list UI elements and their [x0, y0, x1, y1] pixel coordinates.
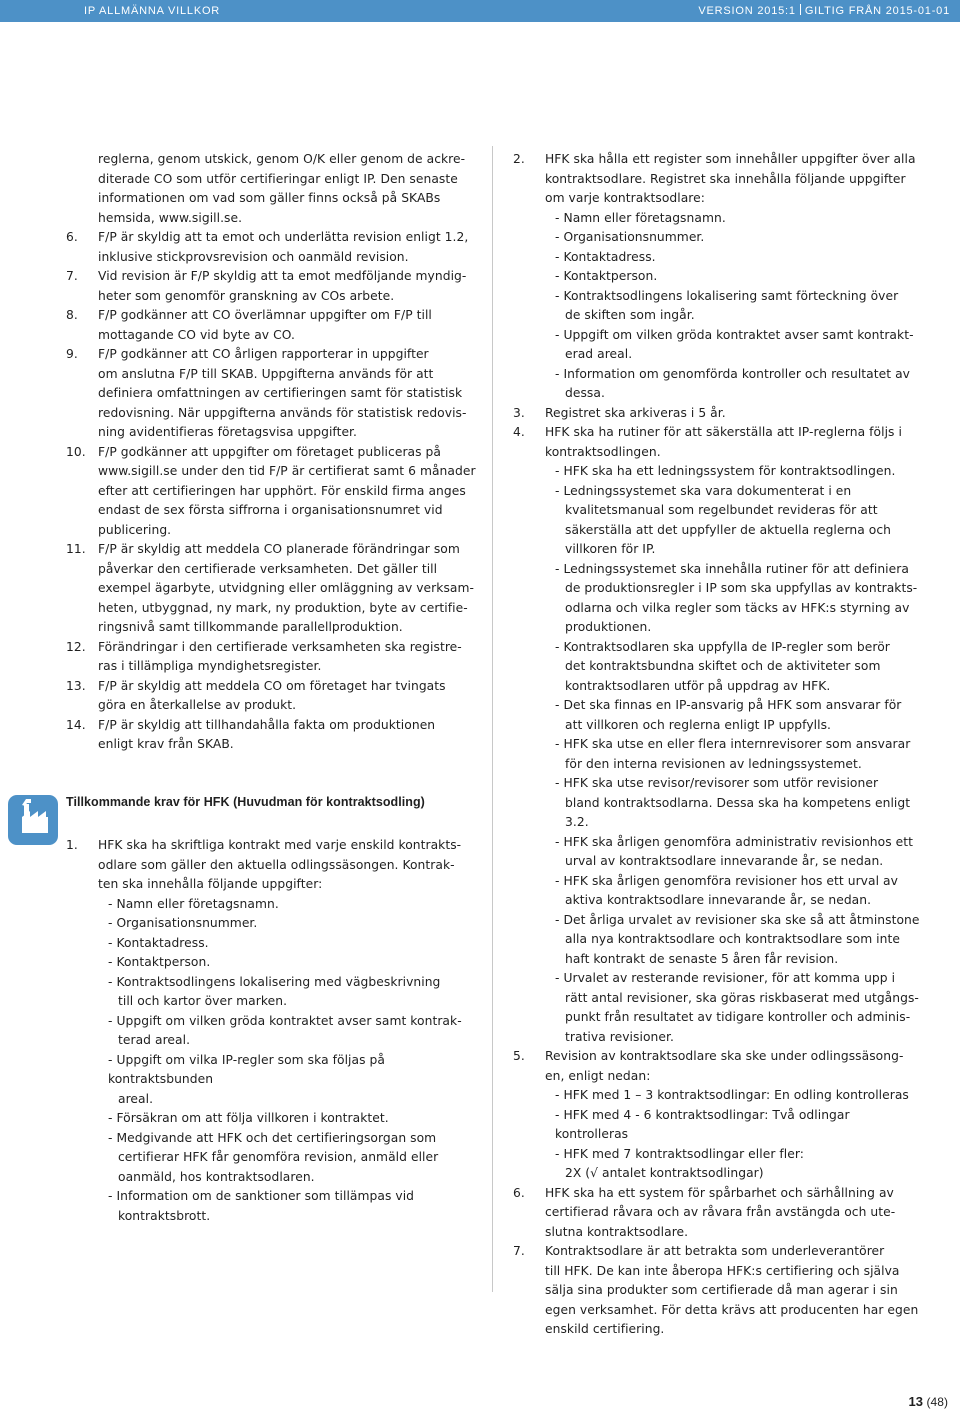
text-line: - Uppgift om vilken gröda kontraktet avser samt kontrakt- [555, 327, 914, 342]
item-body [98, 716, 480, 755]
list-item [513, 1047, 923, 1184]
text-line: Kontraktsodlare är att betrakta som underleverantörer [545, 1244, 885, 1258]
text-line: HFK ska ha skriftliga kontrakt med varje enskild kontrakts- [98, 838, 462, 852]
item-number: 13. [66, 678, 86, 693]
text-line: mottagande CO vid byte av CO. [98, 327, 295, 342]
text-line: kvalitetsmanual som regelbundet revideras för att [565, 503, 878, 517]
text-line: - Kontaktadress. [108, 935, 209, 950]
sub-item [555, 969, 923, 1047]
sub-item [555, 326, 923, 365]
text-line: Revision av kontraktsodlare ska ske under odlingssäsong- [545, 1049, 904, 1063]
text-line: - Det ska finnas en IP-ansvarig på HFK som ansvarar för [555, 698, 902, 712]
item-body [98, 228, 480, 267]
text-line: - HFK ska årligen genomföra revisioner hos ett urval av [555, 873, 898, 888]
item-number: 7. [66, 269, 78, 283]
text-line: aktiva kontraktsodlare innevarande år, se nedan. [565, 893, 872, 907]
text-line: efter att certifieringen har upphört. För enskild firma anges [98, 483, 466, 498]
item-body [545, 1242, 923, 1340]
sub-item [555, 911, 923, 970]
list-item [66, 677, 480, 716]
text-line: Registret ska arkiveras i 5 år. [545, 405, 726, 420]
item-number: 14. [66, 717, 86, 732]
item-number: 2. [513, 152, 525, 166]
item-body [98, 306, 480, 345]
text-line: - Kontraktsodlingens lokalisering samt förteckning över [555, 288, 899, 303]
text-line: enligt krav från SKAB. [98, 737, 234, 751]
text-line: de skiften som ingår. [565, 308, 695, 322]
text-line: F/P är skyldig att meddela CO planerade förändringar som [98, 542, 460, 556]
item-body [545, 423, 923, 1047]
text-line: - Uppgift om vilka IP-regler som ska följas på kontraktsbunden [108, 1052, 385, 1086]
item-number: 1. [66, 838, 78, 852]
right-column [513, 150, 923, 1340]
sub-item [108, 953, 480, 973]
text-line: till och kartor över marken. [118, 994, 288, 1008]
factory-icon [8, 795, 58, 845]
text-line: - Kontraktsodlingens lokalisering med vägbeskrivning [108, 974, 441, 989]
list-item [66, 716, 480, 755]
text-line: Förändringar i den certifierade verksamheten ska registre- [98, 639, 462, 654]
item-number: 8. [66, 308, 78, 322]
text-line: redovisning. När uppgifterna används för statistisk redovis- [98, 405, 467, 420]
text-line: informationen om vad som gäller finns också på SKABs [98, 191, 441, 205]
text-line: F/P är skyldig att tillhandahålla fakta om produktionen [98, 717, 436, 732]
text-line: - Uppgift om vilken gröda kontraktet avser samt kontrak- [108, 1013, 462, 1028]
sub-item [555, 1106, 923, 1145]
list-item [66, 345, 480, 443]
text-line: certifierad råvara och av råvara från avstängda och ute- [545, 1205, 896, 1219]
list-item [66, 306, 480, 345]
item-body [98, 540, 480, 638]
text-line: HFK ska hålla ett register som innehåller uppgifter över alla [545, 152, 916, 166]
text-line: Vid revision är F/P skyldig att ta emot medföljande myndig- [98, 269, 467, 283]
text-line: - Det årliga urvalet av revisioner ska ske så att åtminstone [555, 912, 920, 927]
sub-item [108, 973, 480, 1012]
sub-item [555, 774, 923, 833]
item-number: 12. [66, 639, 86, 654]
text-line: - Namn eller företagsnamn. [108, 896, 279, 911]
text-line: areal. [118, 1091, 154, 1106]
list-item [66, 443, 480, 541]
text-line: - HFK med 7 kontraktsodlingar eller fler: [555, 1146, 804, 1161]
text-line: - HFK ska ha ett ledningssystem för kontraktsodlingen. [555, 464, 896, 478]
text-line: HFK ska ha ett system för spårbarhet och särhållning av [545, 1185, 894, 1200]
item-body [98, 677, 480, 716]
factory-icon-graphic [8, 795, 58, 845]
text-line: endast de sex första siffrorna i organisationsnumret vid [98, 503, 443, 517]
text-line: F/P är skyldig att meddela CO om företaget har tvingats [98, 678, 446, 693]
text-line: urval av kontraktsodlare innevarande år, se nedan. [565, 854, 884, 868]
sub-item [555, 248, 923, 268]
text-line: publicering. [98, 522, 172, 537]
text-line: heten, utbyggnad, ny mark, ny produktion, byte av certifie- [98, 600, 468, 615]
item-number: 5. [513, 1049, 525, 1063]
text-line: - Information om de sanktioner som tillämpas vid [108, 1189, 415, 1203]
text-line: F/P godkänner att CO årligen rapporterar in uppgifter [98, 347, 429, 361]
item-body [545, 1047, 923, 1184]
header-separator [800, 4, 801, 15]
sub-item [555, 462, 923, 482]
sub-item [108, 1109, 480, 1129]
section-heading: Tillkommande krav för HFK (Huvudman för kontraktsodling) [66, 794, 425, 809]
list-item [513, 423, 923, 1047]
text-line: erad areal. [565, 347, 633, 361]
item-body [98, 267, 480, 306]
item-number: 7. [513, 1244, 525, 1258]
left-numbered-list [66, 228, 480, 755]
hfk-list [66, 836, 480, 1226]
text-line: - HFK med 1 – 3 kontraktsodlingar: En odling kontrolleras [555, 1088, 909, 1102]
sub-item [555, 482, 923, 560]
sub-item [108, 1187, 480, 1226]
intro-paragraph [66, 150, 480, 228]
text-line: definiera omfattningen av certifieringen samt för statistisk [98, 386, 463, 400]
sub-item [555, 209, 923, 229]
sub-item [555, 228, 923, 248]
list-item [513, 1242, 923, 1340]
text-line: sälja sina produkter som certifierade då man agerar i sin [545, 1283, 898, 1297]
text-line: - Kontaktperson. [108, 955, 211, 969]
text-line: slutna kontraktsodlare. [545, 1224, 689, 1239]
sub-item [108, 1051, 480, 1110]
page-current: 13 [908, 1394, 924, 1409]
text-line: - HFK ska årligen genomföra administrativ revisionhos ett [555, 834, 913, 849]
text-line: för den interna revisionen av ledningssystemet. [565, 756, 862, 771]
list-item [66, 540, 480, 638]
text-line: - Urvalet av resterande revisioner, för att komma upp i [555, 971, 896, 985]
item-number: 6. [66, 230, 78, 244]
text-line: kontraktsodlaren utför på uppdrag av HFK. [565, 678, 831, 693]
text-line: kontraktsbrott. [118, 1208, 211, 1223]
text-line: - HFK med 4 - 6 kontraktsodlingar: Två odlingar kontrolleras [555, 1107, 850, 1141]
text-line: - Organisationsnummer. [108, 916, 258, 930]
sub-item [555, 560, 923, 638]
text-line: www.sigill.se under den tid F/P är certifierat samt 6 månader [98, 464, 476, 478]
page-number [909, 1394, 949, 1410]
text-line: - HFK ska utse en eller flera internrevisorer som ansvarar [555, 737, 911, 751]
list-item [513, 404, 923, 424]
left-column [66, 150, 480, 1226]
sub-item [555, 287, 923, 326]
item-body [98, 443, 480, 541]
text-line: hemsida, www.sigill.se. [98, 210, 243, 225]
text-line: - Medgivande att HFK och det certifieringsorgan som [108, 1130, 437, 1145]
text-line: odlarna och vilka regler som täcks av HFK:s styrning av [565, 600, 910, 615]
text-line: påverkar den certifierade verksamheten. Det gäller till [98, 561, 438, 576]
item-number: 9. [66, 347, 78, 361]
page-total: (48) [926, 1395, 948, 1409]
sub-item [108, 1012, 480, 1051]
text-line: att villkoren och reglerna enligt IP uppfylls. [565, 717, 831, 732]
list-item [513, 1184, 923, 1243]
text-line: 2X (√ antalet kontraktsodlingar) [565, 1166, 764, 1180]
text-line: bland kontraktsodlarna. Dessa ska ha kompetens enligt 3.2. [565, 795, 911, 829]
list-item [66, 228, 480, 267]
sub-item [555, 735, 923, 774]
text-line: - Organisationsnummer. [555, 230, 705, 244]
text-line: om anslutna F/P till SKAB. Uppgifterna används för att [98, 366, 434, 381]
text-line: alla nya kontraktsodlare och kontraktsodlare som inte [565, 932, 900, 946]
text-line: dessa. [565, 386, 605, 400]
text-line: trativa revisioner. [565, 1029, 674, 1044]
text-line: om varje kontraktsodlare: [545, 191, 705, 205]
text-line: kontraktsodlare. Registret ska innehålla följande uppgifter [545, 171, 906, 186]
header-bar [0, 0, 960, 22]
sub-item [108, 1129, 480, 1188]
sub-item [108, 914, 480, 934]
text-line: ras i tillämpliga myndighetsregister. [98, 659, 322, 673]
header-version [698, 0, 950, 22]
item-number: 10. [66, 444, 86, 459]
header-title: IP ALLMÄNNA VILLKOR [84, 5, 221, 17]
sub-item [555, 638, 923, 697]
text-line: - Ledningssystemet ska innehålla rutiner för att definiera [555, 561, 909, 576]
list-item [66, 267, 480, 306]
list-item [66, 836, 480, 1226]
text-line: de produktionsregler i IP som ska uppfyllas av kontrakts- [565, 581, 918, 595]
text-line: heter som genomför granskning av COs arbete. [98, 288, 395, 303]
text-line: det kontraktsbundna skiftet och de aktiviteter som [565, 659, 881, 673]
text-line: certifierar HFK får genomföra revision, anmäld eller [118, 1150, 439, 1164]
item-body [98, 345, 480, 443]
item-number: 3. [513, 405, 525, 420]
text-line: reglerna, genom utskick, genom O/K eller genom de ackre- [98, 152, 466, 166]
text-line: ringsnivå samt tillkommande parallellproduktion. [98, 620, 403, 634]
text-line: - Namn eller företagsnamn. [555, 210, 726, 225]
text-line: - HFK ska utse revisor/revisorer som utför revisioner [555, 776, 879, 790]
text-line: punkt från resultatet av tidigare kontroller och adminis- [565, 1010, 911, 1024]
text-line: diterade CO som utför certifieringar enligt IP. Den senaste [98, 171, 458, 186]
column-divider [492, 146, 493, 1292]
text-line: enskild certifiering. [545, 1322, 665, 1336]
text-line: säkerställa att det uppfyller de aktuella reglerna och [565, 522, 892, 537]
text-line: - Kontraktsodlaren ska uppfylla de IP-regler som berör [555, 639, 890, 654]
text-line: terad areal. [118, 1033, 191, 1047]
version-label: VERSION 2015:1 [698, 5, 796, 17]
sub-item [555, 872, 923, 911]
sub-item [108, 895, 480, 915]
text-line: rätt antal revisioner, ska göras riskbaserat med utgångs- [565, 990, 919, 1005]
item-body [545, 1184, 923, 1243]
text-line: kontraktsodlingen. [545, 444, 661, 459]
sub-item [555, 833, 923, 872]
text-line: produktionen. [565, 620, 652, 634]
sub-item [108, 934, 480, 954]
sub-item [555, 1145, 923, 1184]
text-line: ten ska innehålla följande uppgifter: [98, 877, 323, 891]
text-line: villkoren för IP. [565, 542, 656, 556]
text-line: göra en återkallelse av produkt. [98, 698, 297, 712]
text-line: - Kontaktadress. [555, 249, 656, 264]
text-line: till HFK. De kan inte åberopa HFK:s certifiering och själva [545, 1263, 900, 1278]
text-line: - Försäkran om att följa villkoren i kontraktet. [108, 1111, 389, 1125]
text-line: exempel ägarbyte, utvidgning eller omläggning av verksam- [98, 581, 475, 595]
item-number: 4. [513, 425, 525, 439]
item-body [545, 404, 923, 424]
sub-item [555, 267, 923, 287]
sub-item [555, 365, 923, 404]
text-line: HFK ska ha rutiner för att säkerställa att IP-reglerna följs i [545, 425, 902, 439]
text-line: - Information om genomförda kontroller och resultatet av [555, 366, 910, 381]
item-body [545, 150, 923, 404]
sub-item [555, 696, 923, 735]
item-body [98, 836, 480, 1226]
valid-from-label: GILTIG FRÅN 2015-01-01 [804, 5, 950, 17]
text-line: egen verksamhet. För detta krävs att producenten har egen [545, 1302, 919, 1317]
text-line: inklusive stickprovsrevision och oanmäld revision. [98, 249, 409, 264]
text-line: F/P godkänner att CO överlämnar uppgifter om F/P till [98, 308, 432, 322]
text-line: en, enligt nedan: [545, 1068, 651, 1083]
text-line: F/P är skyldig att ta emot och underlätta revision enligt 1.2, [98, 230, 469, 244]
text-line: ning avidentifieras företagsvisa uppgifter. [98, 425, 357, 439]
text-line: oanmäld, hos kontraktsodlaren. [118, 1169, 315, 1184]
right-numbered-list [513, 150, 923, 1340]
text-line: - Ledningssystemet ska vara dokumenterat i en [555, 483, 852, 498]
text-line: odlare som gäller den aktuella odlingssäsongen. Kontrak- [98, 857, 455, 872]
list-item [66, 638, 480, 677]
item-number: 11. [66, 542, 86, 556]
item-number: 6. [513, 1185, 525, 1200]
list-item [513, 150, 923, 404]
sub-item [555, 1086, 923, 1106]
item-body [98, 638, 480, 677]
text-line: haft kontrakt de senaste 5 åren får revision. [565, 951, 839, 966]
text-line: - Kontaktperson. [555, 269, 658, 283]
text-line: F/P godkänner att uppgifter om företaget publiceras på [98, 444, 441, 459]
